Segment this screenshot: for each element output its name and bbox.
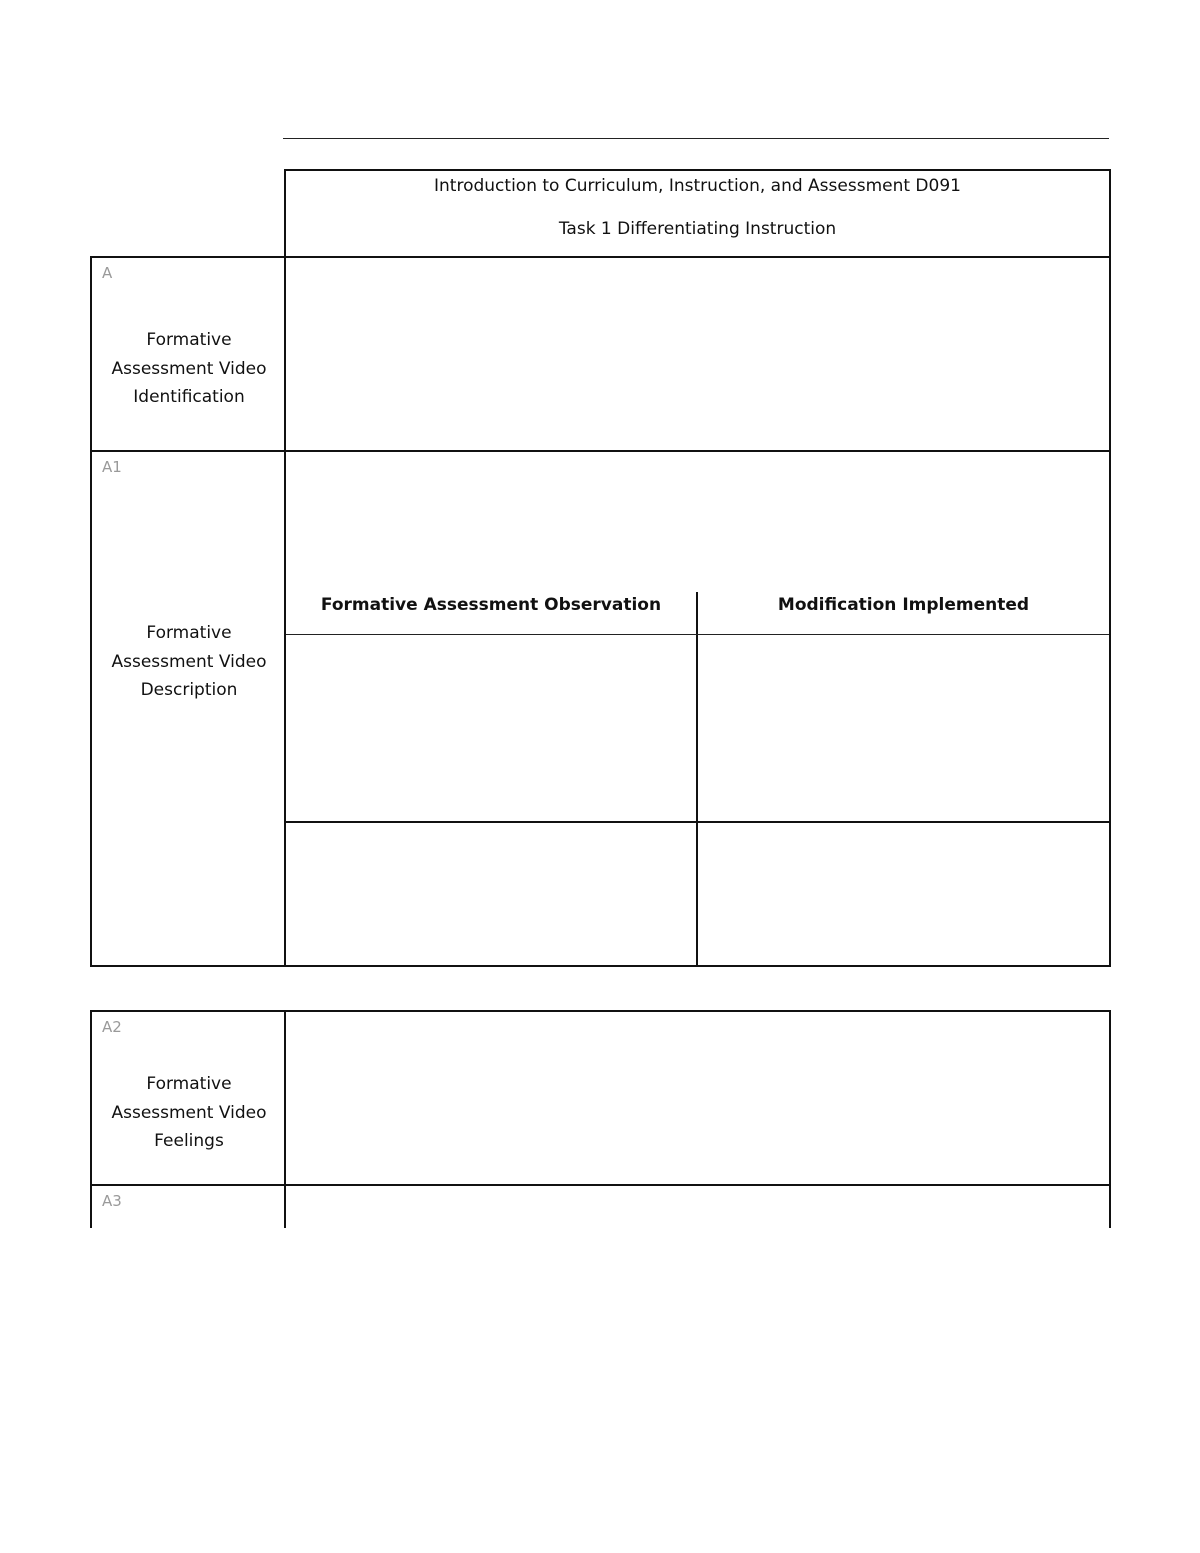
section-a1-code: A1 xyxy=(102,458,122,476)
section-a-code: A xyxy=(102,264,113,282)
section-a1-label-cell xyxy=(90,450,286,967)
section-a-label xyxy=(92,326,286,412)
top-rule xyxy=(283,138,1109,139)
section-a2-label-cell xyxy=(90,1010,286,1186)
observation-input-1[interactable] xyxy=(286,636,696,821)
document-header xyxy=(284,169,1111,258)
section-a-response-field[interactable] xyxy=(284,256,1111,452)
section-a1-label-line: Assessment Video xyxy=(111,651,267,672)
section-a-label-line: Formative xyxy=(146,330,232,350)
section-a-label-line: Assessment Video xyxy=(111,358,267,379)
task-title: Task 1 Differentiating Instruction xyxy=(558,219,837,239)
course-title: Introduction to Curriculum, Instruction, and Assessment D091 xyxy=(434,176,961,196)
section-a1-label xyxy=(92,619,286,705)
section-a3-code: A3 xyxy=(102,1192,122,1210)
section-a2-label xyxy=(92,1070,286,1156)
section-a-label-line: Identification xyxy=(133,387,245,407)
modification-input-1[interactable] xyxy=(698,636,1109,821)
section-a2-label-line: Assessment Video xyxy=(111,1102,267,1123)
section-a3-response-field[interactable] xyxy=(284,1184,1111,1228)
section-a1-label-line: Formative xyxy=(146,623,232,643)
section-a1-content-cell xyxy=(284,450,1111,967)
section-a2-response-field[interactable] xyxy=(284,1010,1111,1186)
section-a-label-cell xyxy=(90,256,286,452)
observation-input-2[interactable] xyxy=(286,823,696,965)
modification-input-2[interactable] xyxy=(698,823,1109,965)
table-header-divider xyxy=(286,634,1109,635)
section-a3-label-cell xyxy=(90,1184,286,1228)
section-a2-label-line: Formative xyxy=(146,1074,232,1094)
section-a2-label-line: Feelings xyxy=(154,1131,224,1151)
observation-column-header: Formative Assessment Observation xyxy=(320,595,662,615)
section-a2-code: A2 xyxy=(102,1018,122,1036)
section-a1-label-line: Description xyxy=(140,680,238,700)
modification-column-header: Modification Implemented xyxy=(777,595,1030,615)
